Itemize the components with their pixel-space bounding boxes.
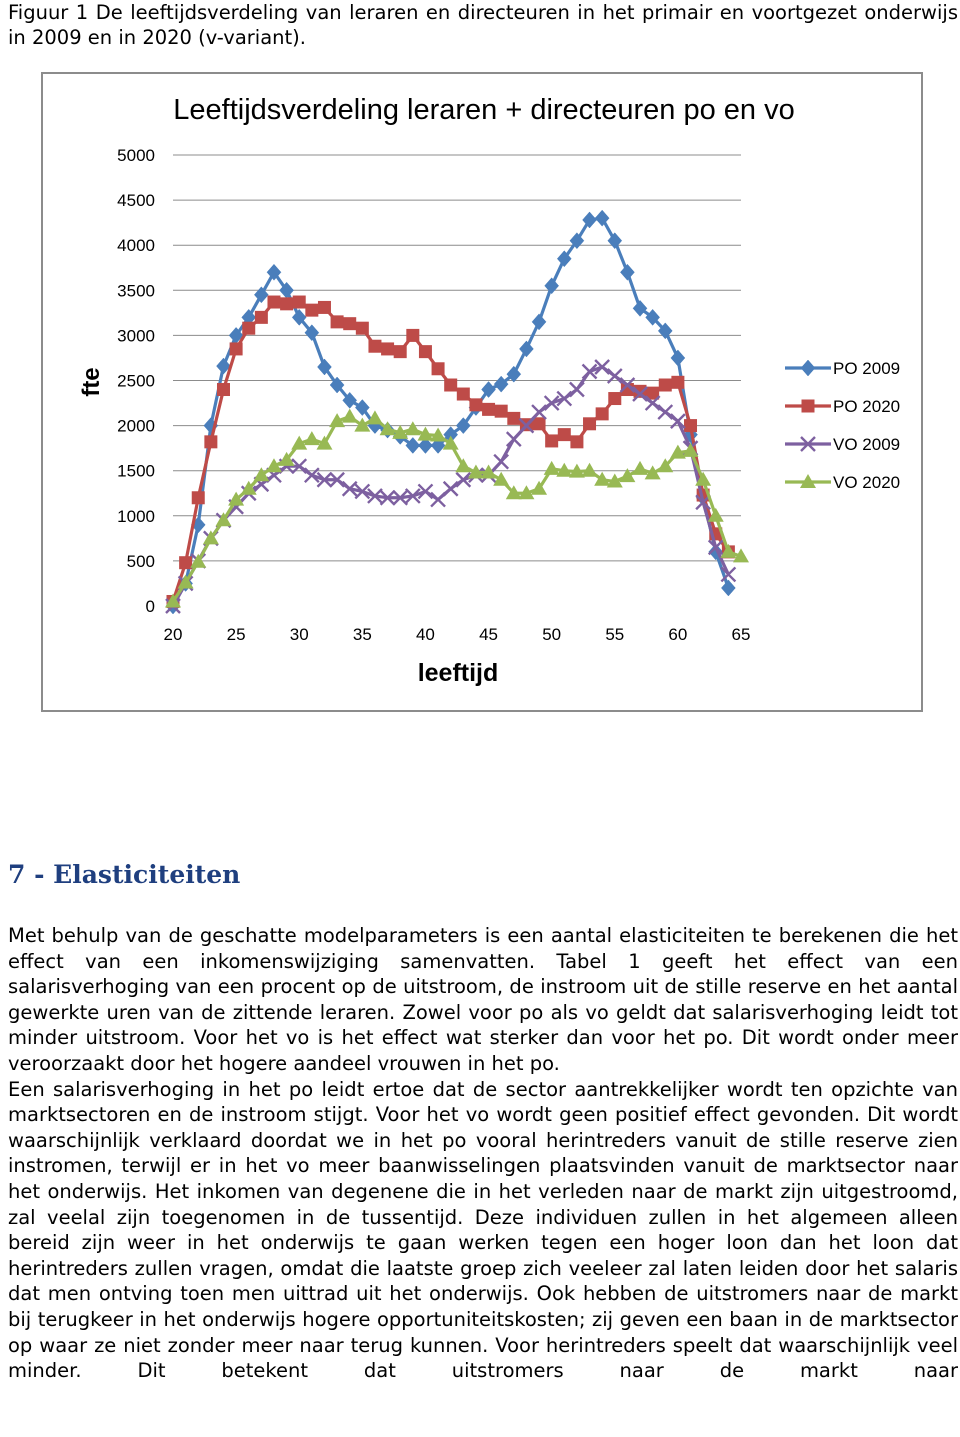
paragraph: Met behulp van de geschatte modelparameters is een aantal elasticiteiten te berekenen die het effect van een inkomenswijziging samenvatten. Tabel 1 geeft het effect van een salarisverhoging van een procent op de uitstroom, de instroom uit de stille reserve en het aantal gewerkte uren van de zittende leraren. Zowel voor po als vo geldt dat salarisverhoging leidt tot minder uitstroom. Voor het vo is het effect wat sterker dan voor het po. Dit wordt onder meer veroorzaakt door het hogere aandeel vrouwen in het po. xyxy=(8,924,958,1075)
data-point xyxy=(192,491,205,504)
data-point xyxy=(620,264,634,280)
data-point xyxy=(356,322,369,335)
data-point xyxy=(242,322,255,335)
chart-frame xyxy=(41,72,923,712)
x-axis-label: leeftijd xyxy=(417,659,499,687)
data-point xyxy=(658,405,672,419)
x-tick-label: 30 xyxy=(289,625,309,644)
series-line-vo-2020 xyxy=(173,417,741,602)
series-vo-2020 xyxy=(165,409,749,608)
y-tick-label: 1000 xyxy=(117,506,155,526)
data-point xyxy=(544,461,560,475)
data-point xyxy=(545,396,559,410)
data-point xyxy=(557,392,571,406)
x-tick-label: 40 xyxy=(415,625,435,644)
data-point xyxy=(583,417,596,430)
y-tick-label: 3000 xyxy=(117,326,155,346)
data-point xyxy=(684,419,697,432)
data-point xyxy=(671,350,685,366)
data-point xyxy=(267,296,280,309)
data-point xyxy=(671,376,684,389)
data-point xyxy=(444,379,457,392)
data-point xyxy=(595,360,609,374)
data-point xyxy=(457,388,470,401)
data-point xyxy=(230,342,243,355)
series-line-vo-2009 xyxy=(173,367,728,606)
series-line-po-2009 xyxy=(173,218,728,606)
paragraph: Een salarisverhoging in het po leidt ertoe dat de sector aantrekkelijker wordt ten opzichte van marktsectoren en de instroom stijgt. Voor het vo wordt geen positief effect gevonden. Dit wordt waarschijnlijk verklaard doordat we in het po vooral herintreders vanuit de stille reserve zien instromen, terwijl er in het vo meer baanwisselingen plaatsvinden vanuit de marktsector naar het onderwijs. Het inkomen van degenene die in het verleden naar de markt zijn uitgestroomd, zal veelal zijn toegenomen in de tussentijd. Deze individuen zullen in het algemeen alleen bereid zijn weer in het onderwijs te gaan werken tegen een hoger loon dan het loon dat herintreders zullen vragen, omdat die laatste groep zich veeleer zal laten leiden door het salaris dat men ontving toen men uittrad uit het onderwijs. Ook hebben de uitstromers naar de markt bij terugkeer in het onderwijs hogere opportuniteitskosten; zij geven een baan in de marktsector op waar ze niet zonder meer naar terug kunnen. Voor herintreders speelt dat waarschijnlijk veel minder. Dit betekent dat uitstromers naar de markt naar xyxy=(8,1077,958,1383)
data-point xyxy=(204,435,217,448)
x-tick-label: 45 xyxy=(479,625,499,644)
data-point xyxy=(444,482,458,496)
y-tick-label: 2000 xyxy=(117,416,155,436)
x-tick-label: 50 xyxy=(542,625,562,644)
data-point xyxy=(318,301,331,314)
data-point xyxy=(331,315,344,328)
legend-label: VO 2020 xyxy=(833,473,901,492)
y-tick-label: 1500 xyxy=(117,461,155,481)
data-point xyxy=(570,383,584,397)
data-point xyxy=(632,461,648,475)
data-point xyxy=(419,345,432,358)
data-point xyxy=(532,405,546,419)
data-point xyxy=(342,409,358,423)
data-point xyxy=(545,278,559,294)
data-point xyxy=(558,428,571,441)
legend-label: VO 2009 xyxy=(833,435,901,454)
data-point xyxy=(507,432,521,446)
y-tick-label: 4500 xyxy=(117,191,155,211)
data-point xyxy=(493,472,509,486)
data-point xyxy=(455,458,471,472)
data-point xyxy=(255,311,268,324)
data-point xyxy=(406,329,419,342)
data-point xyxy=(381,342,394,355)
data-point xyxy=(343,317,356,330)
data-point xyxy=(394,345,407,358)
data-point xyxy=(570,435,583,448)
legend-marker xyxy=(802,400,815,413)
chart-title: Leeftijdsverdeling leraren + directeuren po en vo xyxy=(173,94,795,126)
data-point xyxy=(495,405,508,418)
data-point xyxy=(305,304,318,317)
legend-marker xyxy=(801,360,815,376)
data-point xyxy=(469,398,482,411)
data-point xyxy=(456,473,470,487)
data-point xyxy=(418,484,432,498)
data-point xyxy=(280,297,293,310)
data-point xyxy=(583,364,597,378)
y-axis-label: fte xyxy=(78,367,105,397)
y-tick-label: 3500 xyxy=(117,281,155,301)
data-point xyxy=(494,455,508,469)
series-line-po-2020 xyxy=(173,302,728,601)
data-point xyxy=(179,556,192,569)
legend-label: PO 2009 xyxy=(833,359,901,378)
y-tick-label: 0 xyxy=(145,597,155,616)
x-tick-label: 60 xyxy=(668,625,688,644)
data-point xyxy=(432,362,445,375)
x-tick-label: 20 xyxy=(163,625,183,644)
data-point xyxy=(519,341,533,357)
x-tick-label: 55 xyxy=(605,625,625,644)
x-tick-label: 35 xyxy=(352,625,372,644)
data-point xyxy=(659,379,672,392)
y-tick-label: 2500 xyxy=(117,371,155,391)
data-point xyxy=(608,392,621,405)
section-title: 7 - Elasticiteiten xyxy=(8,860,241,889)
y-tick-label: 4000 xyxy=(117,236,155,256)
data-point xyxy=(405,421,421,435)
data-point xyxy=(406,437,420,453)
legend-label: PO 2020 xyxy=(833,397,901,416)
data-point xyxy=(304,431,320,445)
data-point xyxy=(217,383,230,396)
data-point xyxy=(532,314,546,330)
data-point xyxy=(545,434,558,447)
body-text xyxy=(8,923,958,1384)
line-chart xyxy=(43,74,923,712)
data-point xyxy=(293,296,306,309)
series-po-2009 xyxy=(166,210,735,614)
data-point xyxy=(482,403,495,416)
x-tick-label: 25 xyxy=(226,625,246,644)
figure-caption: Figuur 1 De leeftijdsverdeling van leraren en directeuren in het primair en voortgezet onderwijs in 2009 en in 2020 (v-variant). xyxy=(8,1,958,49)
data-point xyxy=(431,493,445,507)
data-point xyxy=(368,340,381,353)
y-tick-label: 500 xyxy=(126,551,155,571)
data-point xyxy=(596,407,609,420)
data-point xyxy=(721,580,735,596)
x-tick-label: 65 xyxy=(731,625,751,644)
data-point xyxy=(633,300,647,316)
data-point xyxy=(507,412,520,425)
y-tick-label: 5000 xyxy=(117,146,155,165)
